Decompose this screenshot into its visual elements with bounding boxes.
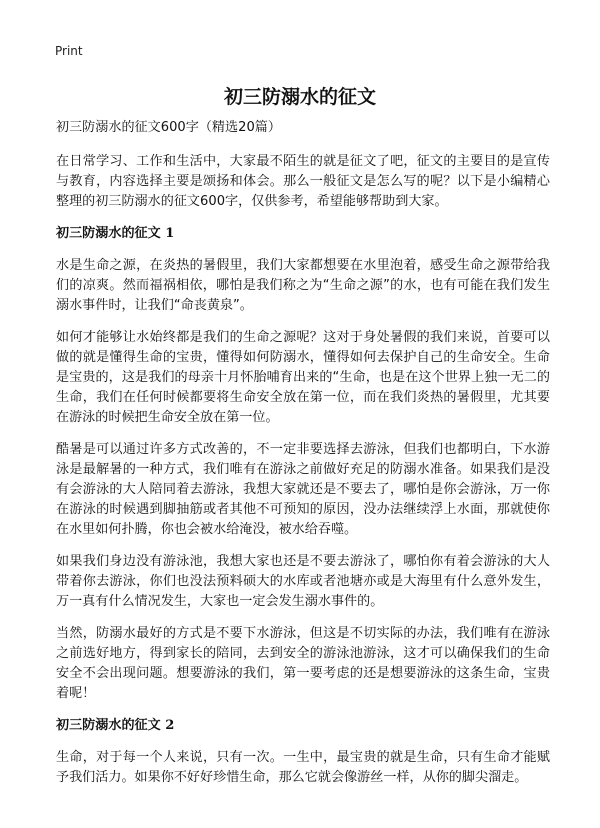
print-link[interactable]: Print bbox=[55, 44, 83, 58]
page-title: 初三防溺水的征文 bbox=[223, 86, 376, 108]
section-paragraph: 如果我们身边没有游泳池，我想大家也还是不要去游泳了，哪怕你有着会游泳的大人带着你去游泳，你们也没法预料硕大的水库或者池塘亦或是大海里有什么意外发生，万一真有什么情况发生，大家也一定会发生溺水事件的。 bbox=[56, 554, 550, 609]
section-heading: 初三防溺水的征文 1 bbox=[56, 226, 175, 241]
article-body bbox=[56, 118, 550, 788]
section-paragraph: 水是生命之源，在炎热的暑假里，我们大家都想要在水里泡着，感受生命之源带给我们的凉爽。然而福祸相依，哪怕是我们称之为“生命之源”的水，也有可能在我们发生溺水事件时，让我们“命丧黄泉”。 bbox=[56, 258, 550, 313]
section-heading: 初三防溺水的征文 2 bbox=[56, 718, 175, 733]
intro-paragraph: 在日常学习、工作和生活中，大家最不陌生的就是征文了吧，征文的主要目的是宣传与教育，内容选择主要是颂扬和体会。那么一般征文是怎么写的呢？以下是小编精心整理的初三防溺水的征文600字，仅供参考，希望能够帮助到大家。 bbox=[56, 154, 550, 209]
section-paragraph: 生命，对于每一个人来说，只有一次。一生中，最宝贵的就是生命，只有生命才能赋予我们活力。如果你不好好珍惜生命，那么它就会像游丝一样，从你的脚尖溜走。 bbox=[56, 750, 550, 785]
section-paragraph: 如何才能够让水始终都是我们的生命之源呢？这对于身处暑假的我们来说，首要可以做的就是懂得生命的宝贵，懂得如何防溺水，懂得如何去保护自己的生命安全。生命是宝贵的，这是我们的母亲十月怀胎哺育出来的“生命，也是在这个世界上独一无二的生命，我们在任何时候都要将生命安全放在第一位，而在我们炎热的暑假里，尤其要在游泳的时候把生命安全放在第一位。 bbox=[56, 330, 550, 425]
article-subtitle: 初三防溺水的征文600字（精选20篇） bbox=[56, 120, 281, 135]
section-paragraph: 酷暑是可以通过许多方式改善的，不一定非要选择去游泳，但我们也都明白，下水游泳是最解暑的一种方式，我们唯有在游泳之前做好充足的防溺水准备。如果我们是没有会游泳的大人陪同着去游泳，我想大家就还是不要去了，哪怕是你会游泳，万一你在游泳的时候遇到脚抽筋或者其他不可预知的原因，没办法继续浮上水面，那就使你在水里如何扑腾，你也会被水给淹没，被水给吞噬。 bbox=[56, 442, 550, 537]
section-paragraph: 当然，防溺水最好的方式是不要下水游泳，但这是不切实际的办法，我们唯有在游泳之前选好地方，得到家长的陪同，去到安全的游泳池游泳，这才可以确保我们的生命安全不会出现问题。想要游泳的我们，第一要考虑的还是想要游泳的这条生命，宝贵着呢！ bbox=[56, 626, 550, 701]
